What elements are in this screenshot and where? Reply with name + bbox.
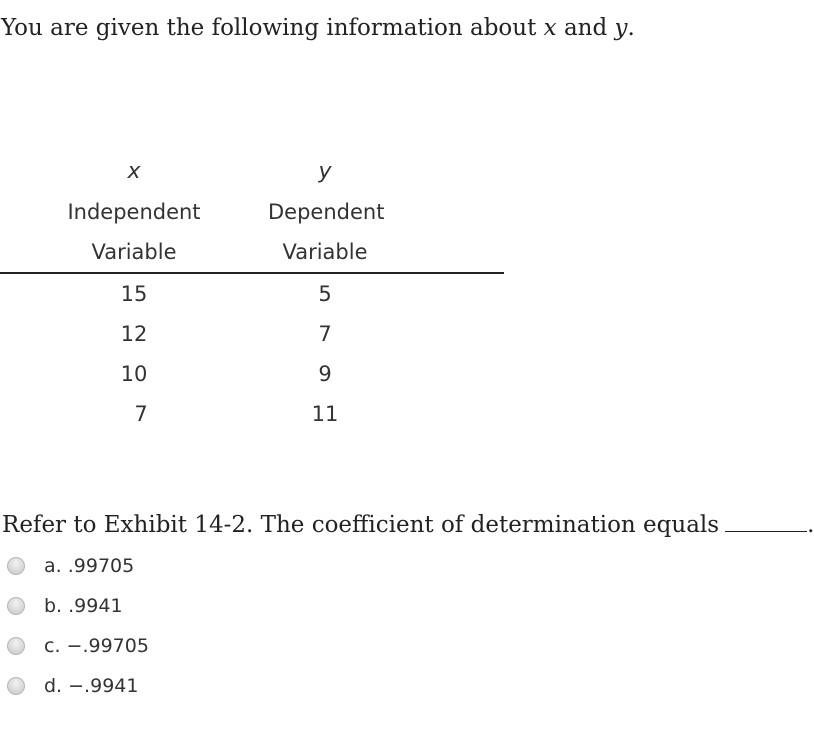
- x-value: 10: [120, 362, 148, 386]
- y-value: 5: [318, 282, 332, 306]
- header-row-line1: [0, 192, 504, 232]
- intro-prefix: You are given the following information about: [1, 15, 544, 41]
- header-y-line1: Dependent: [268, 200, 385, 224]
- option-label: a. .99705: [44, 555, 135, 577]
- y-value: 9: [318, 362, 332, 386]
- question-text: [2, 508, 814, 542]
- answer-options: [7, 546, 149, 706]
- table-header: [0, 151, 504, 273]
- x-value: 7: [134, 402, 148, 426]
- option-label: c. −.99705: [44, 635, 149, 657]
- radio-button-icon[interactable]: [7, 597, 25, 615]
- option-b[interactable]: [7, 586, 149, 626]
- header-row-symbol: [0, 151, 504, 192]
- option-c[interactable]: [7, 626, 149, 666]
- header-row-line2: [0, 232, 504, 273]
- x-value: 12: [120, 322, 148, 346]
- table-row: [0, 354, 504, 394]
- header-y-symbol: y: [318, 159, 332, 184]
- radio-button-icon[interactable]: [7, 557, 25, 575]
- intro-middle: and: [556, 15, 615, 41]
- option-label: d. −.9941: [44, 675, 139, 697]
- header-x-symbol: x: [127, 159, 141, 184]
- question-end: .: [807, 512, 814, 538]
- header-x-line1: Independent: [67, 200, 201, 224]
- table-row: [0, 314, 504, 354]
- option-a[interactable]: [7, 546, 149, 586]
- table-row: [0, 394, 504, 434]
- header-y-line2: Variable: [268, 232, 504, 273]
- intro-text: [1, 11, 635, 45]
- header-x-line2: Variable: [0, 232, 268, 273]
- table-body: [0, 273, 504, 434]
- intro-x-symbol: x: [543, 15, 557, 41]
- exhibit-table: [0, 151, 504, 434]
- x-value: 15: [120, 282, 148, 306]
- y-value: 7: [318, 322, 332, 346]
- table-row: [0, 273, 504, 314]
- intro-suffix: .: [627, 15, 635, 41]
- intro-y-symbol: y: [614, 15, 628, 41]
- option-label: b. .9941: [44, 595, 123, 617]
- radio-button-icon[interactable]: [7, 677, 25, 695]
- question-prompt: Refer to Exhibit 14-2. The coefficient of determination equals: [2, 512, 720, 538]
- radio-button-icon[interactable]: [7, 637, 25, 655]
- option-d[interactable]: [7, 666, 149, 706]
- y-value: 11: [311, 402, 339, 426]
- answer-blank: [725, 511, 807, 532]
